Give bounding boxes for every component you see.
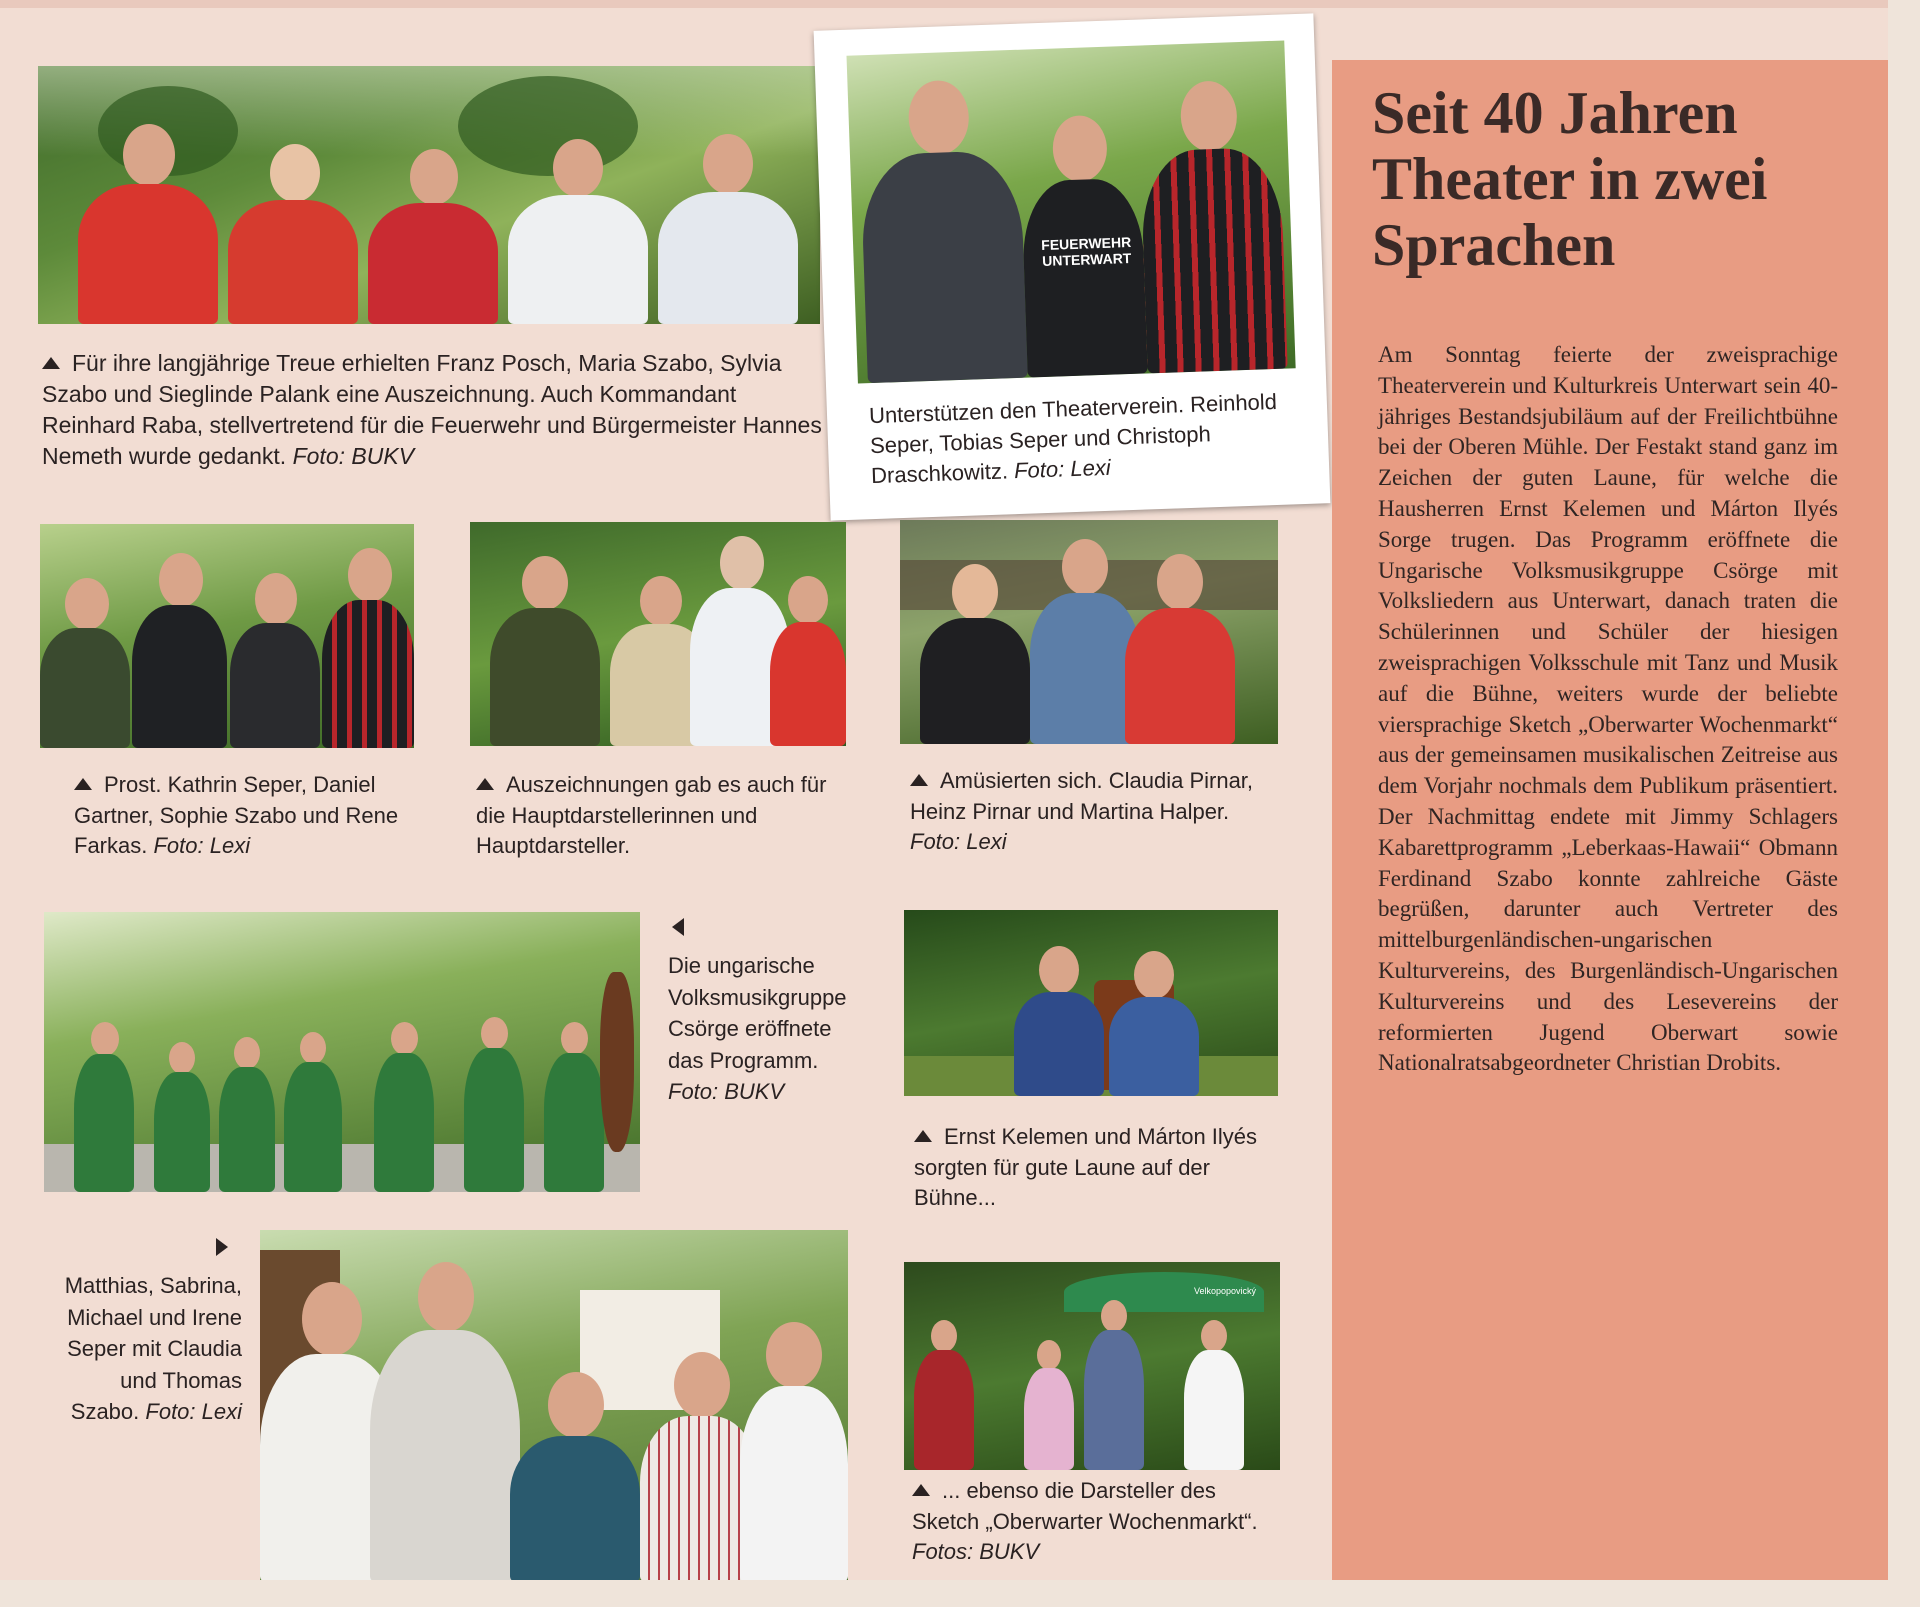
caption-hosts: Ernst Kelemen und Márton Ilyés sorgten für gute Laune auf der Bühne... <box>914 1124 1258 1210</box>
framed-photo-support <box>814 13 1331 520</box>
triangle-right-icon <box>216 1238 228 1256</box>
bottom-margin <box>0 1580 1920 1607</box>
caption-family: Matthias, Sabrina, Michael und Irene Seper mit Claudia und Thomas Szabo. Foto: Lexi <box>64 1273 242 1424</box>
caption-sketch: ... ebenso die Darsteller des Sketch „Oberwarter Wochenmarkt“. Fotos: BUKV <box>912 1478 1258 1564</box>
photo-family <box>260 1230 848 1582</box>
top-strip <box>0 0 1920 8</box>
right-margin <box>1888 0 1920 1607</box>
triangle-up-icon <box>912 1484 930 1496</box>
article-headline: Seit 40 Jahren Theater in zwei Sprachen <box>1372 80 1768 278</box>
triangle-left-icon <box>672 918 684 936</box>
triangle-up-icon <box>476 778 494 790</box>
caption-awards-actors: Auszeichnungen gab es auch für die Hauptdarstellerinnen und Hauptdarsteller. <box>476 772 827 858</box>
shirt-text: FEUERWEHR UNTERWART <box>1040 233 1132 270</box>
caption-amused: Amüsierten sich. Claudia Pirnar, Heinz Pirnar und Martina Halper. Foto: Lexi <box>910 768 1254 854</box>
article-body: Am Sonntag feierte der zweisprachige Theaterverein und Kulturkreis Unterwart sein 40-jähriges Bestandsjubiläum auf der Freilichtbühne bei der Oberen Mühle. Der Festakt stand ganz im Zeichen der guten Laune, für welche die Hausherren Ernst Kelemen und Márton Ilyés Sorge trugen. Das Programm eröffnete die Ungarische Volksmusikgruppe Csörge mit Volksliedern aus Unterwart, danach traten die Schülerinnen und Schüler der hiesigen zweisprachigen Volksschule mit Tanz und Musik auf die Bühne, weiters wurde der beliebte viersprachige Sketch „Oberwarter Wochenmarkt“ aus der gemeinsamen musikalischen Zeitreise aus dem Vorjahr nochmals dem Publikum präsentiert. Der Nachmittag endete mit Jimmy Schlagers Kabarettprogramm „Leberkaas-Hawaii“ Obmann Ferdinand Szabo konnte zahlreiche Gäste begrüßen, darunter auch Vertreter des mittelburgenländischen-ungarischen Kulturvereins, des Burgenländisch-Ungarischen Kulturvereins und des Lesevereins der reformierten Jugend Oberwart sowie Nationalratsabgeordneter Christian Drobits. <box>1378 342 1838 1076</box>
photo-sketch-market <box>904 1262 1280 1470</box>
photo-support <box>846 40 1295 383</box>
photo-music-group <box>44 912 640 1192</box>
article-sidebar <box>1332 60 1888 1580</box>
triangle-up-icon <box>914 1130 932 1142</box>
photo-awards-actors <box>470 522 846 746</box>
photo-prost <box>40 524 414 748</box>
caption-music-group: Die ungarische Volksmusikgruppe Csörge eröffnete das Programm. Foto: BUKV <box>668 953 847 1104</box>
photo-award-group <box>38 66 820 324</box>
triangle-up-icon <box>74 778 92 790</box>
caption-prost: Prost. Kathrin Seper, Daniel Gartner, Sophie Szabo und Rene Farkas. Foto: Lexi <box>74 772 399 858</box>
triangle-up-icon <box>910 774 928 786</box>
photo-amused <box>900 520 1278 744</box>
umbrella-text: Velkopopovický <box>1194 1286 1257 1296</box>
caption-support: Unterstützen den Theaterverein. Reinhold Seper, Tobias Seper und Christoph Draschkowitz. Foto: Lexi <box>868 388 1278 489</box>
triangle-up-icon <box>42 357 60 369</box>
caption-award: Für ihre langjährige Treue erhielten Franz Posch, Maria Szabo, Sylvia Szabo und Sieglinde Palank eine Auszeichnung. Auch Kommandant Reinhard Raba, stellvertretend für die Feuerwehr und Bürgermeister Hannes Nemeth wurde gedankt. Foto: BUKV <box>42 350 822 469</box>
photo-hosts-stage <box>904 910 1278 1096</box>
